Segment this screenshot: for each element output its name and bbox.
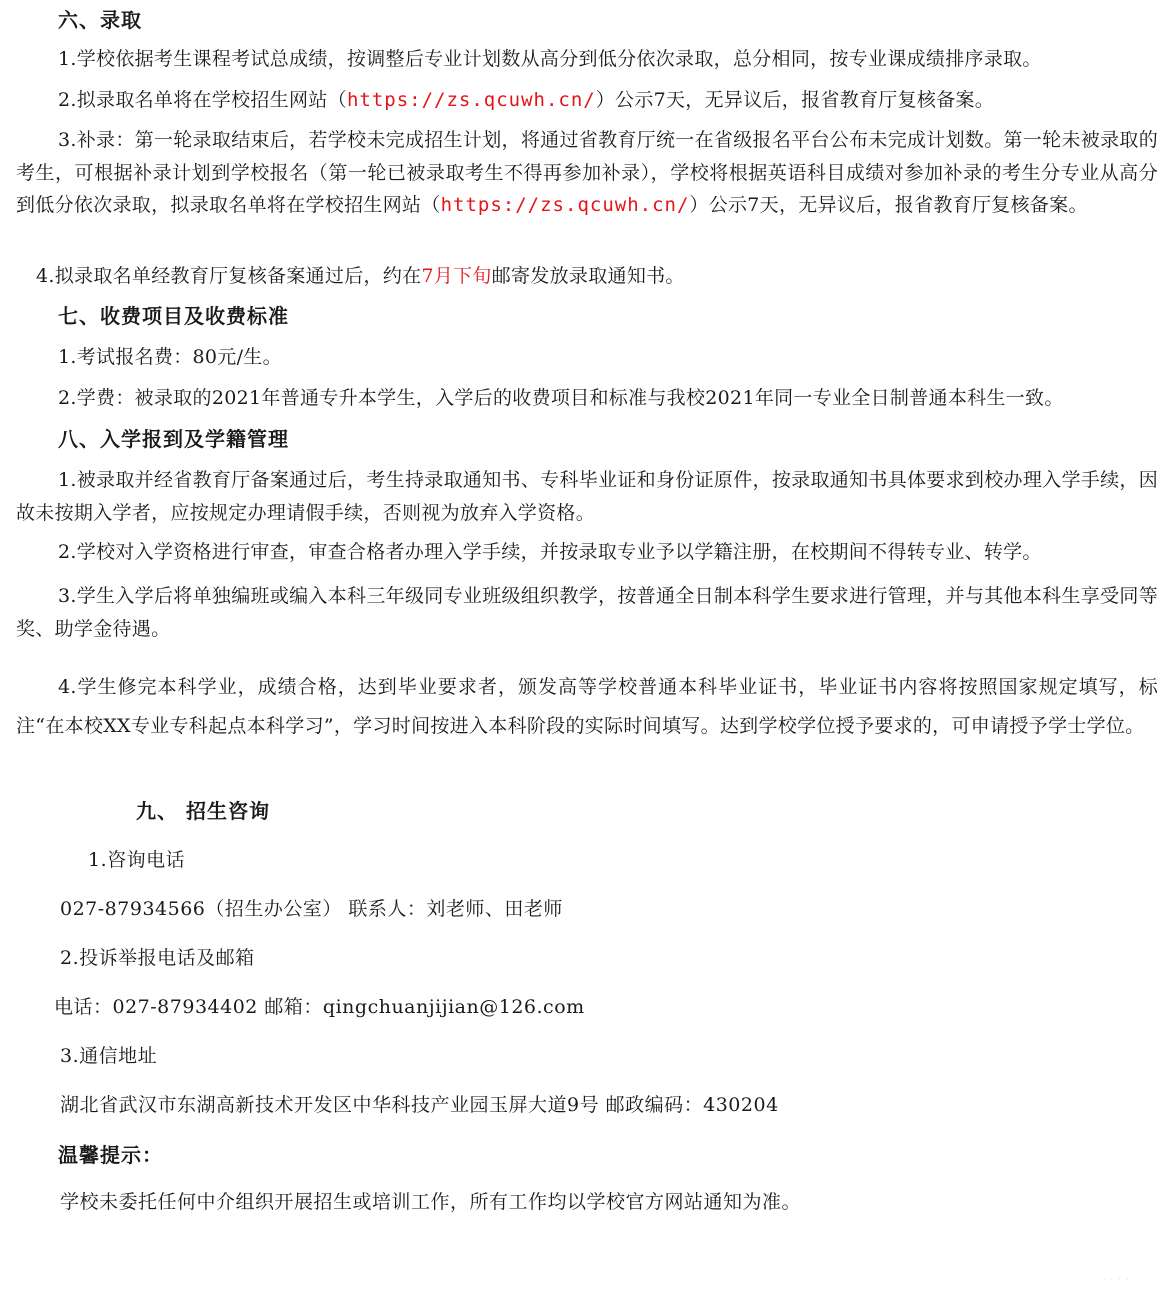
address-line: 湖北省武汉市东湖高新技术开发区中华科技产业园玉屏大道9号 邮政编码：430204 (60, 1094, 779, 1116)
s7-paragraph-1: 1.考试报名费：80元/生。 (58, 346, 282, 368)
s8-paragraph-3: 3.学生入学后将单独编班或编入本科三年级同专业班级组织教学，按普通全日制本科学生要求进行管理，并与其他本科生享受同等奖、助学金待遇。 (16, 585, 1158, 640)
admission-website-link[interactable]: https://zs.qcuwh.cn/ (346, 89, 596, 111)
tip-heading: 温馨提示： (58, 1143, 163, 1167)
address-label: 3.通信地址 (60, 1045, 158, 1067)
complaint-contact-line: 电话：027-87934402 邮箱：qingchuanjijian@126.com (54, 996, 585, 1018)
consult-phone-line: 027-87934566（招生办公室） 联系人：刘老师、田老师 (60, 898, 563, 920)
section-9-heading: 九、 招生咨询 (136, 799, 270, 823)
s8-paragraph-4: 4.学生修完本科学业，成绩合格，达到毕业要求者，颁发高等学校普通本科毕业证书，毕业证书内容将按照国家规定填写，标注“在本校XX专业专科起点本科学习”，学习时间按进入本科阶段的实际时间填写。达到学校学位授予要求的，可申请授予学士学位。 (16, 676, 1158, 737)
notice-date-highlight: 7月下旬 (421, 265, 492, 287)
s6-paragraph-1: 1.学校依据考生课程考试总成绩，按调整后专业计划数从高分到低分依次录取，总分相同，按专业课成绩排序录取。 (58, 48, 1042, 70)
s6-paragraph-3: 3.补录：第一轮录取结束后，若学校未完成招生计划，将通过省教育厅统一在省级报名平台公布未完成计划数。第一轮未被录取的考生，可根据补录计划到学校报名（第一轮已被录取考生不得再参加补录），学校将根据英语科目成绩对参加补录的考生分专业从高分到低分依次录取，拟录取名单将在学校招生网站（https://zs.qcuwh.cn/）公示7天，无异议后，报省教育厅复核备案。 (16, 129, 1158, 216)
faint-watermark: · · · · (1102, 1272, 1129, 1286)
s7-paragraph-2: 2.学费：被录取的2021年普通专升本学生，入学后的收费项目和标准与我校2021年同一专业全日制普通本科生一致。 (58, 387, 1064, 409)
section-8-heading: 八、入学报到及学籍管理 (58, 427, 289, 451)
admission-website-link-2[interactable]: https://zs.qcuwh.cn/ (440, 194, 690, 216)
s6-paragraph-4: 4.拟录取名单经教育厅复核备案通过后，约在7月下旬邮寄发放录取通知书。 (36, 265, 685, 287)
section-6-heading: 六、录取 (58, 8, 142, 32)
consult-phone-label: 1.咨询电话 (88, 849, 186, 871)
s8-paragraph-1: 1.被录取并经省教育厅备案通过后，考生持录取通知书、专科毕业证和身份证原件，按录取通知书具体要求到校办理入学手续，因故未按期入学者，应按规定办理请假手续，否则视为放弃入学资格。 (16, 469, 1158, 524)
complaint-label: 2.投诉举报电话及邮箱 (60, 947, 255, 969)
tip-text: 学校未委托任何中介组织开展招生或培训工作，所有工作均以学校官方网站通知为准。 (60, 1191, 802, 1213)
section-7-heading: 七、收费项目及收费标准 (58, 304, 289, 328)
s6-paragraph-2: 2.拟录取名单将在学校招生网站（https://zs.qcuwh.cn/）公示7天，无异议后，报省教育厅复核备案。 (58, 89, 995, 111)
s8-paragraph-2: 2.学校对入学资格进行审查，审查合格者办理入学手续，并按录取专业予以学籍注册，在校期间不得转专业、转学。 (58, 541, 1042, 563)
